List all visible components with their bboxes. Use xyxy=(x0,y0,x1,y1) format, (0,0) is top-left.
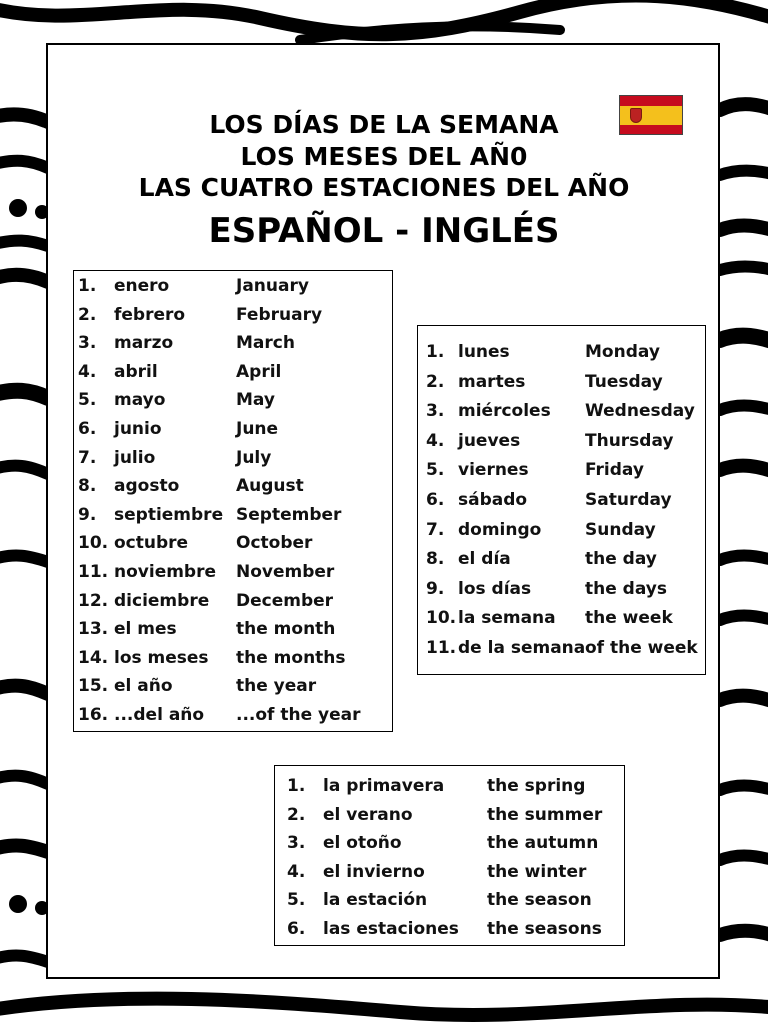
item-number: 6. xyxy=(426,490,445,510)
spain-flag-icon xyxy=(619,95,683,135)
months-table xyxy=(73,270,393,732)
english-word: May xyxy=(236,390,275,411)
spanish-word: lunes xyxy=(458,342,510,362)
english-word: April xyxy=(236,361,282,382)
stripe xyxy=(0,956,48,962)
title-seasons: LAS CUATRO ESTACIONES DEL AÑO xyxy=(138,173,630,202)
english-word: Friday xyxy=(585,460,644,481)
stripe xyxy=(720,786,768,792)
stripe xyxy=(720,406,768,412)
english-word: October xyxy=(236,533,313,554)
spanish-word: septiembre xyxy=(114,504,224,525)
english-word: the season xyxy=(487,890,592,911)
stripe xyxy=(720,466,768,474)
spanish-word: martes xyxy=(458,371,526,392)
spanish-word: el día xyxy=(458,549,511,570)
item-number: 9. xyxy=(78,504,97,525)
item-number: 1. xyxy=(78,276,97,296)
item-number: 12. xyxy=(78,590,109,611)
item-number: 5. xyxy=(78,390,97,411)
spanish-word: abril xyxy=(114,361,158,382)
item-number: 8. xyxy=(426,549,445,570)
english-word: the months xyxy=(236,647,346,668)
spanish-word: domingo xyxy=(458,519,542,540)
dot xyxy=(9,895,27,913)
item-number: 13. xyxy=(78,619,109,640)
item-number: 7. xyxy=(78,447,97,468)
english-word: the summer xyxy=(487,804,603,825)
english-word: the week xyxy=(585,608,673,629)
stripe xyxy=(0,686,48,694)
english-word: the autumn xyxy=(487,833,599,854)
english-word: Thursday xyxy=(585,430,674,451)
spanish-word: julio xyxy=(114,447,156,468)
english-word: Saturday xyxy=(585,490,672,510)
english-word: the day xyxy=(585,549,657,570)
spanish-word: agosto xyxy=(114,476,180,497)
spanish-word: mayo xyxy=(114,390,166,411)
spanish-word: el mes xyxy=(114,619,177,640)
spanish-word: octubre xyxy=(114,533,189,554)
english-word: November xyxy=(236,562,335,582)
english-word: the month xyxy=(236,619,336,640)
stripe xyxy=(0,846,48,852)
spanish-word: sábado xyxy=(458,490,528,510)
english-word: July xyxy=(236,447,272,468)
spanish-word: junio xyxy=(114,419,162,439)
stripe xyxy=(0,466,48,474)
item-number: 9. xyxy=(426,578,445,599)
item-number: 11. xyxy=(78,562,109,582)
spanish-word: noviembre xyxy=(114,562,217,582)
spanish-word: el verano xyxy=(323,804,413,825)
stripe xyxy=(720,931,768,938)
item-number: 3. xyxy=(287,833,306,854)
item-number: 5. xyxy=(426,460,445,481)
stripe xyxy=(0,556,48,562)
spanish-word: enero xyxy=(114,276,170,296)
english-word: March xyxy=(236,333,295,354)
spanish-word: diciembre xyxy=(114,590,210,611)
english-word: of the week xyxy=(585,638,698,658)
stripe xyxy=(720,556,768,562)
spanish-word: el año xyxy=(114,676,173,697)
english-word: February xyxy=(236,304,323,325)
spanish-word: miércoles xyxy=(458,401,551,422)
item-number: 4. xyxy=(426,430,445,451)
stripe xyxy=(0,776,48,784)
spanish-word: los días xyxy=(458,578,532,599)
item-number: 10. xyxy=(426,608,457,629)
item-number: 15. xyxy=(78,676,109,697)
title-months: LOS MESES DEL AÑ0 xyxy=(240,142,528,171)
spanish-word: el otoño xyxy=(323,833,402,854)
stripe xyxy=(720,616,768,622)
item-number: 4. xyxy=(287,861,306,882)
english-word: January xyxy=(236,276,309,296)
item-number: 1. xyxy=(426,342,445,362)
spanish-word: la estación xyxy=(323,890,428,911)
english-word: Tuesday xyxy=(585,371,663,392)
item-number: 7. xyxy=(426,519,445,540)
item-number: 2. xyxy=(78,304,97,325)
spanish-word: el invierno xyxy=(323,861,425,882)
item-number: 16. xyxy=(78,705,109,725)
spanish-word: la primavera xyxy=(323,776,445,796)
spanish-word: viernes xyxy=(458,460,529,481)
item-number: 5. xyxy=(287,890,306,911)
spanish-word: de la semana xyxy=(458,638,586,658)
spanish-word: las estaciones xyxy=(323,919,459,939)
item-number: 3. xyxy=(78,333,97,354)
english-word: December xyxy=(236,590,334,611)
english-word: Monday xyxy=(585,342,660,362)
english-word: September xyxy=(236,504,342,525)
english-word: the days xyxy=(585,578,667,599)
item-number: 2. xyxy=(426,371,445,392)
stripe xyxy=(720,856,768,862)
item-number: 1. xyxy=(287,776,306,796)
item-number: 8. xyxy=(78,476,97,497)
title-days: LOS DÍAS DE LA SEMANA xyxy=(209,110,559,139)
title-languages: ESPAÑOL - INGLÉS xyxy=(208,211,560,251)
english-word: the spring xyxy=(487,776,586,796)
stripe xyxy=(720,266,768,272)
stripe xyxy=(720,336,768,344)
spanish-word: febrero xyxy=(114,304,186,325)
english-word: Sunday xyxy=(585,519,656,540)
item-number: 6. xyxy=(78,419,97,439)
english-word: the seasons xyxy=(487,919,602,939)
spanish-word: jueves xyxy=(458,430,521,451)
item-number: 14. xyxy=(78,647,109,668)
stripe xyxy=(720,696,768,704)
spanish-word: los meses xyxy=(114,647,209,668)
english-word: Wednesday xyxy=(585,401,695,422)
item-number: 10. xyxy=(78,533,109,554)
stripe xyxy=(0,391,48,398)
spanish-word: la semana xyxy=(458,608,556,629)
spanish-word: marzo xyxy=(114,333,174,354)
english-word: the winter xyxy=(487,861,587,882)
item-number: 4. xyxy=(78,361,97,382)
stripe xyxy=(0,999,768,1015)
item-number: 11. xyxy=(426,638,457,658)
seasons-table xyxy=(274,765,625,946)
spanish-word: ...del año xyxy=(114,705,205,725)
english-word: ...of the year xyxy=(236,705,361,725)
days-table xyxy=(417,325,706,675)
item-number: 6. xyxy=(287,919,306,939)
stripe xyxy=(0,275,48,282)
english-word: the year xyxy=(236,676,317,697)
item-number: 3. xyxy=(426,401,445,422)
english-word: June xyxy=(236,419,279,439)
english-word: August xyxy=(236,476,304,497)
item-number: 2. xyxy=(287,804,306,825)
